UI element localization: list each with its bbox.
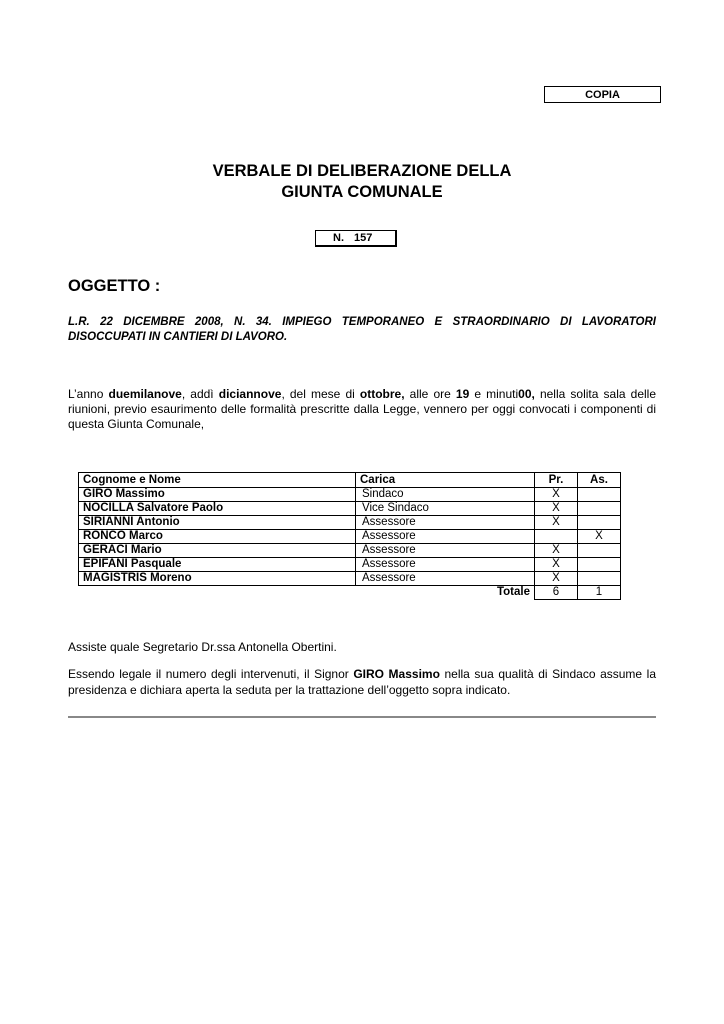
intro-month: ottobre,	[359, 387, 405, 401]
member-absent: X	[578, 530, 621, 544]
intro-text: , del mese di	[281, 387, 360, 401]
total-label: Totale	[496, 586, 530, 599]
intro-text: nella solita sala delle	[534, 387, 656, 401]
closing-line-1	[68, 666, 656, 682]
member-role: Assessore	[356, 558, 535, 572]
member-present: X	[535, 488, 578, 502]
member-role: Vice Sindaco	[356, 502, 535, 516]
oggetto-line-2: DISOCCUPATI IN CANTIERI DI LAVORO.	[68, 331, 288, 343]
member-present: X	[535, 558, 578, 572]
intro-day: diciannove	[218, 387, 282, 401]
intro-text: e minuti	[469, 387, 519, 401]
secretary-paragraph: Assiste quale Segretario Dr.ssa Antonella Obertini.	[68, 640, 337, 654]
member-role: Assessore	[356, 516, 535, 530]
member-present: X	[535, 516, 578, 530]
closing-text: nella sua qualità di Sindaco assume la	[439, 667, 656, 681]
oggetto-text	[68, 315, 656, 345]
intro-year: duemilanove	[108, 387, 182, 401]
mayor-name: GIRO Massimo	[353, 667, 440, 681]
title-line-2: GIUNTA COMUNALE	[281, 183, 443, 201]
member-role: Assessore	[356, 544, 535, 558]
total-spacer	[79, 586, 356, 600]
header-name: Cognome e Nome	[79, 473, 356, 488]
member-name: GIRO Massimo	[79, 488, 356, 502]
attendance-table	[78, 472, 621, 600]
total-absent: 1	[578, 586, 621, 600]
header-present: Pr.	[535, 473, 578, 488]
closing-paragraph	[68, 666, 656, 698]
table-row	[79, 572, 621, 586]
oggetto-line-1: L.R. 22 DICEMBRE 2008, N. 34. IMPIEGO TEMPORANEO E STRAORDINARIO DI LAVORATORI	[68, 316, 656, 328]
total-present: 6	[535, 586, 578, 600]
member-absent	[578, 558, 621, 572]
table-row	[79, 516, 621, 530]
oggetto-label: OGGETTO :	[68, 277, 161, 295]
intro-text: L’anno	[68, 387, 109, 401]
intro-line-2: riunioni, previo esaurimento delle formalità prescritte dalla Legge, vennero per oggi convocati i componenti di	[68, 402, 656, 416]
table-row	[79, 502, 621, 516]
intro-line-1	[68, 387, 656, 402]
member-present: X	[535, 572, 578, 586]
intro-paragraph	[68, 387, 656, 432]
member-role: Assessore	[356, 572, 535, 586]
closing-line-2: presidenza e dichiara aperta la seduta per la trattazione dell’oggetto sopra indicato.	[68, 683, 511, 697]
member-absent	[578, 516, 621, 530]
document-title	[0, 161, 724, 203]
intro-hour: 19	[455, 387, 470, 401]
member-name: MAGISTRIS Moreno	[79, 572, 356, 586]
table-row	[79, 558, 621, 572]
member-name: NOCILLA Salvatore Paolo	[79, 502, 356, 516]
intro-line-3: questa Giunta Comunale,	[68, 417, 205, 431]
intro-minutes: 00,	[518, 387, 535, 401]
total-row	[79, 586, 621, 600]
member-name: SIRIANNI Antonio	[79, 516, 356, 530]
copia-badge: COPIA	[544, 86, 661, 103]
table-row	[79, 488, 621, 502]
member-absent	[578, 572, 621, 586]
member-name: RONCO Marco	[79, 530, 356, 544]
intro-text: , addì	[181, 387, 219, 401]
member-present: X	[535, 502, 578, 516]
table-row	[79, 544, 621, 558]
table-header-row	[79, 473, 621, 488]
header-role: Carica	[356, 473, 535, 488]
member-name: EPIFANI Pasquale	[79, 558, 356, 572]
member-present	[535, 530, 578, 544]
header-absent: As.	[578, 473, 621, 488]
intro-text: alle ore	[404, 387, 456, 401]
deliberation-number	[315, 230, 397, 247]
number-prefix: N.	[333, 232, 344, 244]
member-role: Assessore	[356, 530, 535, 544]
member-absent	[578, 502, 621, 516]
horizontal-rule	[68, 716, 656, 718]
member-role: Sindaco	[356, 488, 535, 502]
member-present: X	[535, 544, 578, 558]
member-absent	[578, 488, 621, 502]
closing-text: Essendo legale il numero degli intervenuti, il Signor	[68, 667, 354, 681]
number-value: 157	[354, 232, 373, 244]
member-name: GERACI Mario	[79, 544, 356, 558]
table-row	[79, 530, 621, 544]
title-line-1: VERBALE DI DELIBERAZIONE DELLA	[212, 162, 512, 180]
member-absent	[578, 544, 621, 558]
